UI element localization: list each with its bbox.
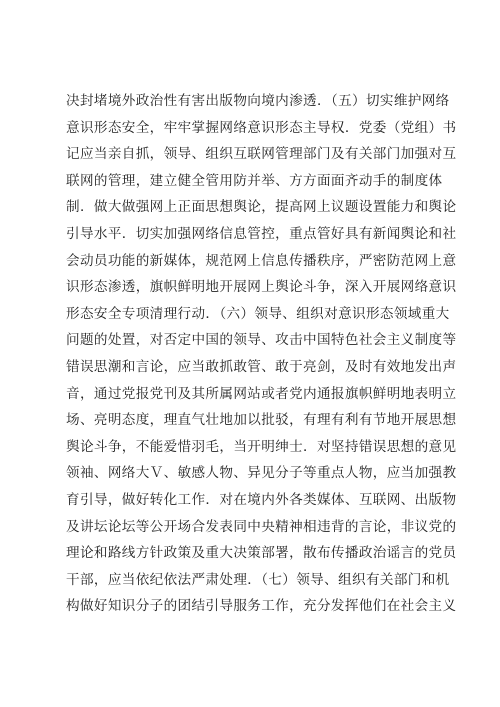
text-line: 领袖、网络大Ｖ、敏感人物、异见分子等重点人物，应当加强教 <box>66 465 457 482</box>
text-line: 制．做大做强网上正面思想舆论，提高网上议题设置能力和舆论 <box>66 199 457 216</box>
text-line: 引导水平．切实加强网络信息管控，重点管好具有新闻舆论和社 <box>66 225 457 242</box>
text-line: 音，通过党报党刊及其所属网站或者党内通报旗帜鲜明地表明立 <box>66 385 457 402</box>
text-line: 构做好知识分子的团结引导服务工作，充分发挥他们在社会主义 <box>66 598 457 615</box>
text-line: 理论和路线方针政策及重大决策部署，散布传播政治谣言的党员 <box>66 545 457 562</box>
text-line: 识形态渗透，旗帜鲜明地开展网上舆论斗争，深入开展网络意识 <box>66 279 457 296</box>
text-line: 育引导，做好转化工作．对在境内外各类媒体、互联网、出版物 <box>66 491 457 508</box>
text-line: 决封堵境外政治性有害出版物向境内渗透．（五）切实维护网络 <box>66 93 450 109</box>
text-line: 及讲坛论坛等公开场合发表同中央精神相违背的言论，非议党的 <box>66 518 457 535</box>
text-line: 问题的处置，对否定中国的领导、攻击中国特色社会主义制度等 <box>66 332 457 349</box>
text-line: 错误思潮和言论，应当敢抓敢管、敢于亮剑，及时有效地发出声 <box>66 358 457 375</box>
text-line: 意识形态安全，牢牢掌握网络意识形态主导权．党委（党组）书 <box>66 119 457 136</box>
text-line: 形态安全专项清理行动．（六）领导、组织对意识形态领域重大 <box>66 305 450 322</box>
text-line: 联网的管理，建立健全管用防并举、方方面面齐动手的制度体 <box>66 172 443 189</box>
text-line: 干部，应当依纪依法严肃处理．（七）领导、组织有关部门和机 <box>66 571 450 588</box>
text-line: 记应当亲自抓，领导、组织互联网管理部门及有关部门加强对互 <box>66 146 457 163</box>
body-text <box>66 88 457 620</box>
text-line: 会动员功能的新媒体，规范网上信息传播秩序，严密防范网上意 <box>66 252 457 269</box>
text-line: 舆论斗争，不能爱惜羽毛，当开明绅士．对坚持错误思想的意见 <box>66 438 457 455</box>
text-line: 场、亮明态度，理直气壮地加以批驳，有理有利有节地开展思想 <box>66 412 457 429</box>
